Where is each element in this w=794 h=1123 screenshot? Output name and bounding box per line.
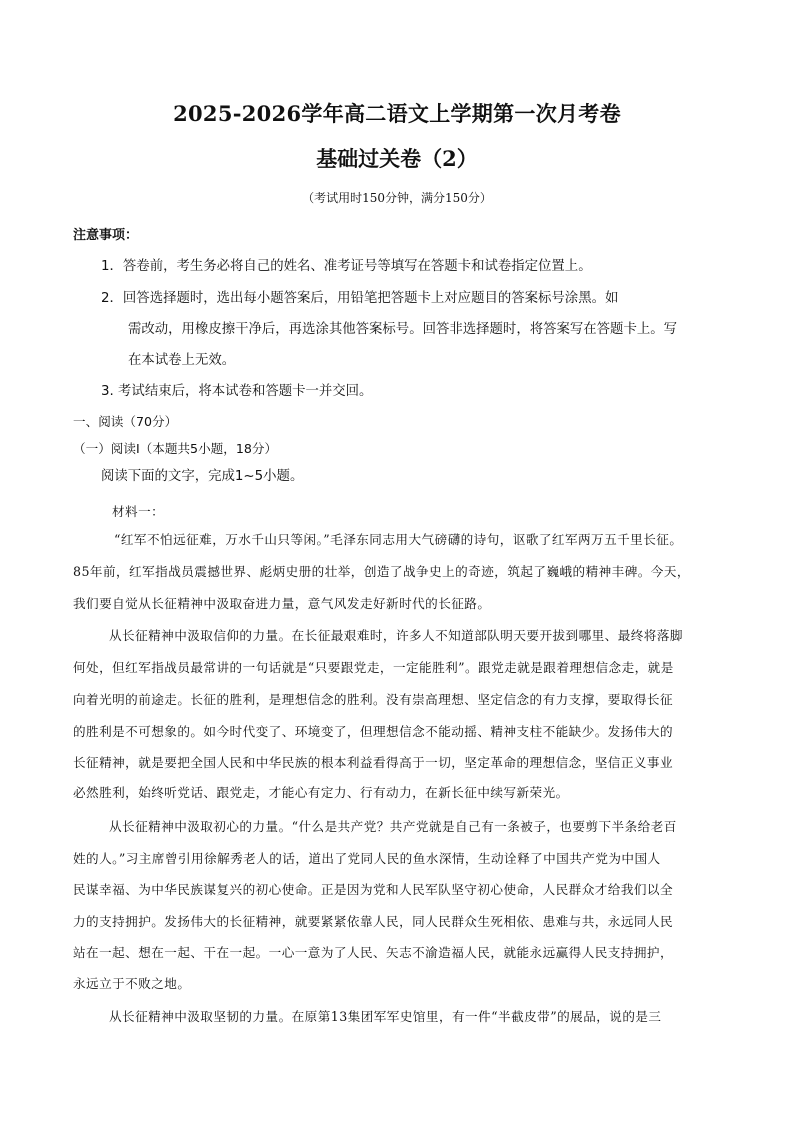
notes-heading: 注意事项： <box>73 228 139 243</box>
paragraph-line: 站在一起、想在一起、干在一起。一心一意为了人民、矢志不渝造福人民，就能永远赢得人民支持拥护， <box>73 945 674 960</box>
paragraph-line: 何处，但红军指战员最常讲的一句话就是“只要跟党走，一定能胜利”。跟党走就是跟着理想信念走，就是 <box>73 660 674 675</box>
note-item: 在本试卷上无效。 <box>128 353 236 368</box>
paragraph-line: 民谋幸福、为中华民族谋复兴的初心使命。正是因为党和人民军队坚守初心使命，人民群众才给我们以全 <box>73 882 674 897</box>
exam-title: 2025-2026学年高二语文上学期第一次月考卷 <box>173 101 621 126</box>
note-item: 需改动，用橡皮擦干净后，再选涂其他答案标号。回答非选择题时，将答案写在答题卡上。写 <box>128 322 678 337</box>
paragraph-line: 的胜利是不可想象的。如今时代变了、环境变了，但理想信念不能动摇、精神支柱不能缺少。发扬伟大的 <box>73 724 674 739</box>
exam-subtitle: 基础过关卷（2） <box>316 146 478 171</box>
paragraph-line: 力的支持拥护。发扬伟大的长征精神，就要紧紧依靠人民，同人民群众生死相依、患难与共，永远同人民 <box>73 914 674 929</box>
note-item: 3. 考试结束后，将本试卷和答题卡一并交回。 <box>101 384 373 399</box>
paragraph-line: 从长征精神中汲取信仰的力量。在长征最艰难时，许多人不知道部队明天要开拔到哪里、最终将落脚 <box>109 628 683 643</box>
paragraph-line: 从长征精神中汲取坚韧的力量。在原第13集团军军史馆里，有一件“半截皮带”的展品，说的是三 <box>109 1009 662 1024</box>
material-label: 材料一： <box>112 504 165 519</box>
paragraph-line: 必然胜利，始终听党话、跟党走，才能心有定力、行有动力，在新长征中续写新荣光。 <box>73 785 569 800</box>
paragraph-line: 85年前，红军指战员震撼世界、彪炳史册的壮举，创造了战争史上的奇迹，筑起了巍峨的精神丰碑。今天， <box>73 564 690 579</box>
section-instruction: 阅读下面的文字，完成1~5小题。 <box>101 469 304 484</box>
note-item: 2．回答选择题时，选出每小题答案后，用铅笔把答题卡上对应题目的答案标号涂黑。如 <box>101 291 619 306</box>
paragraph-line: 我们要自觉从长征精神中汲取奋进力量，意气风发走好新时代的长征路。 <box>73 596 491 611</box>
paragraph-line: 永远立于不败之地。 <box>73 976 191 991</box>
paragraph-line: 向着光明的前途走。长征的胜利，是理想信念的胜利。没有崇高理想、坚定信念的有力支撑，要取得长征 <box>73 692 674 707</box>
section-subtitle: （一）阅读Ⅰ（本题共5小题，18分） <box>73 441 278 456</box>
exam-info: （考试用时150分钟，满分150分） <box>302 191 492 205</box>
paragraph-line: 长征精神，就是要把全国人民和中华民族的根本利益看得高于一切，坚定革命的理想信念，坚信正义事业 <box>73 755 674 770</box>
paragraph-line: 姓的人。”习主席曾引用徐解秀老人的话，道出了党同人民的鱼水深情，生动诠释了中国共产党为中国人 <box>73 851 661 866</box>
paragraph-line: 从长征精神中汲取初心的力量。“什么是共产党？共产党就是自己有一条被子，也要剪下半条给老百 <box>109 819 677 834</box>
note-item: 1．答卷前，考生务必将自己的姓名、准考证号等填写在答题卡和试卷指定位置上。 <box>101 259 592 274</box>
section-title: 一、阅读（70分） <box>73 414 178 429</box>
paragraph-line: “红军不怕远征难，万水千山只等闲。”毛泽东同志用大气磅礴的诗句，讴歌了红军两万五千里长征。 <box>114 532 683 547</box>
